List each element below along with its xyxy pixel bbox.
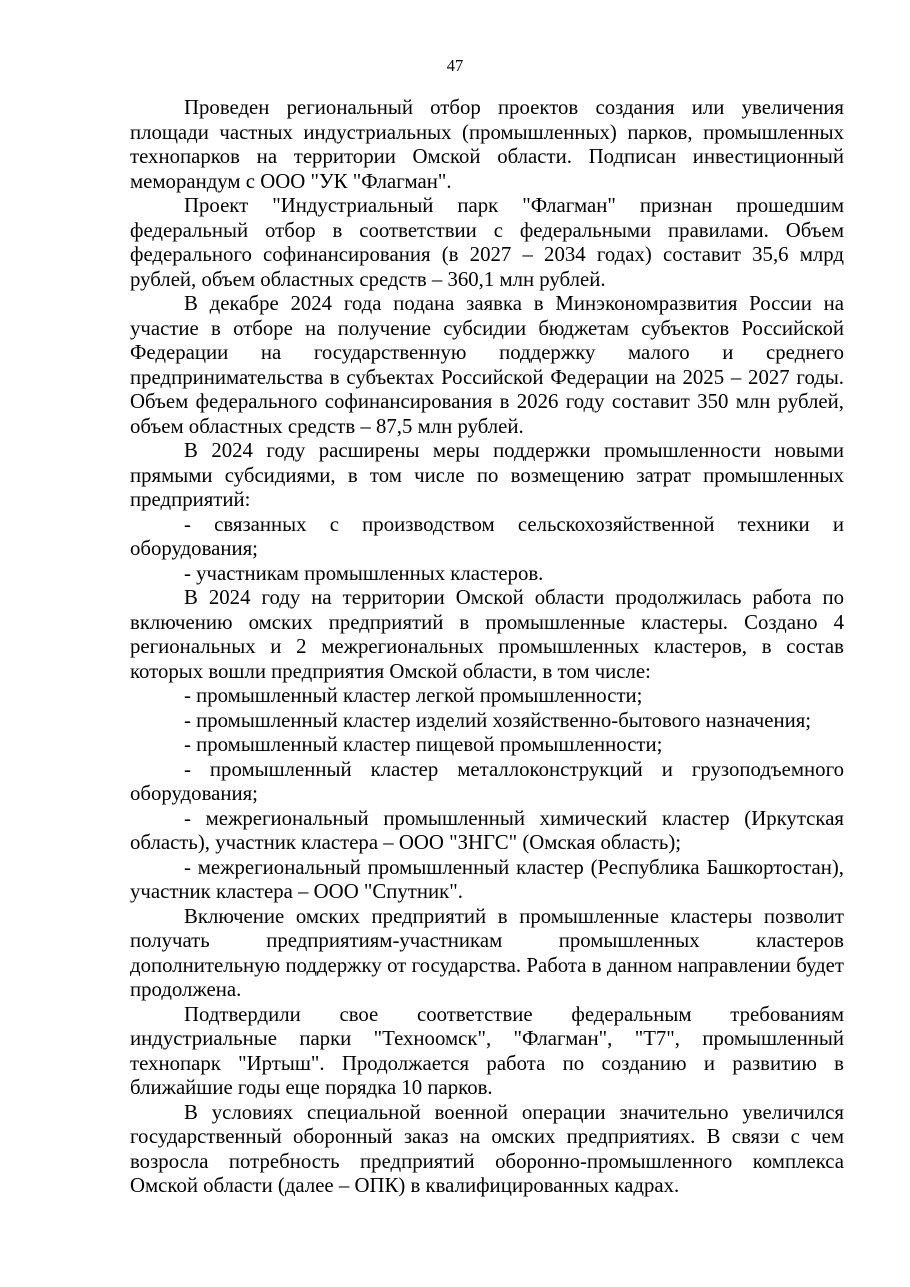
document-body — [130, 96, 844, 1199]
list-item: - промышленный кластер металлоконструкций и грузоподъемного оборудования; — [130, 757, 844, 805]
paragraph: В 2024 году на территории Омской области продолжилась работа по включению омских предприятий в промышленные кластеры. Создано 4 региональных и 2 межрегиональных промышленных кластеров, в состав которых вошли предприятия Омской области, в том числе: — [130, 586, 844, 683]
paragraph: В 2024 году расширены меры поддержки промышленности новыми прямыми субсидиями, в том числе по возмещению затрат промышленных предприятий: — [130, 439, 844, 511]
list-item: - межрегиональный промышленный кластер (Республика Башкортостан), участник кластера – ООО "Спутник". — [130, 855, 844, 903]
list-item: - участникам промышленных кластеров. — [184, 561, 544, 585]
paragraph: Включение омских предприятий в промышленные кластеры позволит получать предприятиям-участникам промышленных кластеров дополнительную поддержку от государства. Работа в данном направлении будет продолжена. — [130, 904, 844, 1001]
paragraph: Проект "Индустриальный парк "Флагман" признан прошедшим федеральный отбор в соответствии с федеральными правилами. Объем федерального софинансирования (в 2027 – 2034 годах) составит 35,6 млрд рублей, объем областных средств – 360,1 млн рублей. — [130, 194, 844, 291]
list-item: - промышленный кластер легкой промышленности; — [184, 684, 643, 707]
page-number: 47 — [446, 56, 464, 75]
paragraph: В условиях специальной военной операции значительно увеличился государственный оборонный заказ на омских предприятиях. В связи с чем возросла потребность предприятий оборонно-промышленного комплекса Омской области (далее – ОПК) в квалифицированных кадрах. — [130, 1100, 844, 1197]
list-item: - связанных с производством сельскохозяйственной техники и оборудования; — [130, 512, 844, 560]
paragraph: Подтвердили свое соответствие федеральным требованиям индустриальные парки "Техноомск", "Флагман", "Т7", промышленный технопарк "Иртыш". Продолжается работа по созданию и развитию в ближайшие годы еще порядка 10 парков. — [130, 1002, 844, 1099]
list-item: - промышленный кластер изделий хозяйственно-бытового назначения; — [184, 708, 812, 732]
list-item: - промышленный кластер пищевой промышленности; — [184, 733, 663, 756]
paragraph: Проведен региональный отбор проектов создания или увеличения площади частных индустриальных (промышленных) парков, промышленных технопарков на территории Омской области. Подписан инвестиционный меморандум с ООО "УК "Флагман". — [130, 96, 844, 193]
paragraph: В декабре 2024 года подана заявка в Минэкономразвития России на участие в отборе на получение субсидии бюджетам субъектов Российской Федерации на государственную поддержку малого и среднего предпринимательства в субъектах Российской Федерации на 2025 – 2027 годы. Объем федерального софинансирования в 2026 году составит 350 млн рублей, объем областных средств – 87,5 млн рублей. — [130, 292, 844, 438]
list-item: - межрегиональный промышленный химический кластер (Иркутская область), участник кластера – ООО "ЗНГС" (Омская область); — [130, 806, 844, 854]
